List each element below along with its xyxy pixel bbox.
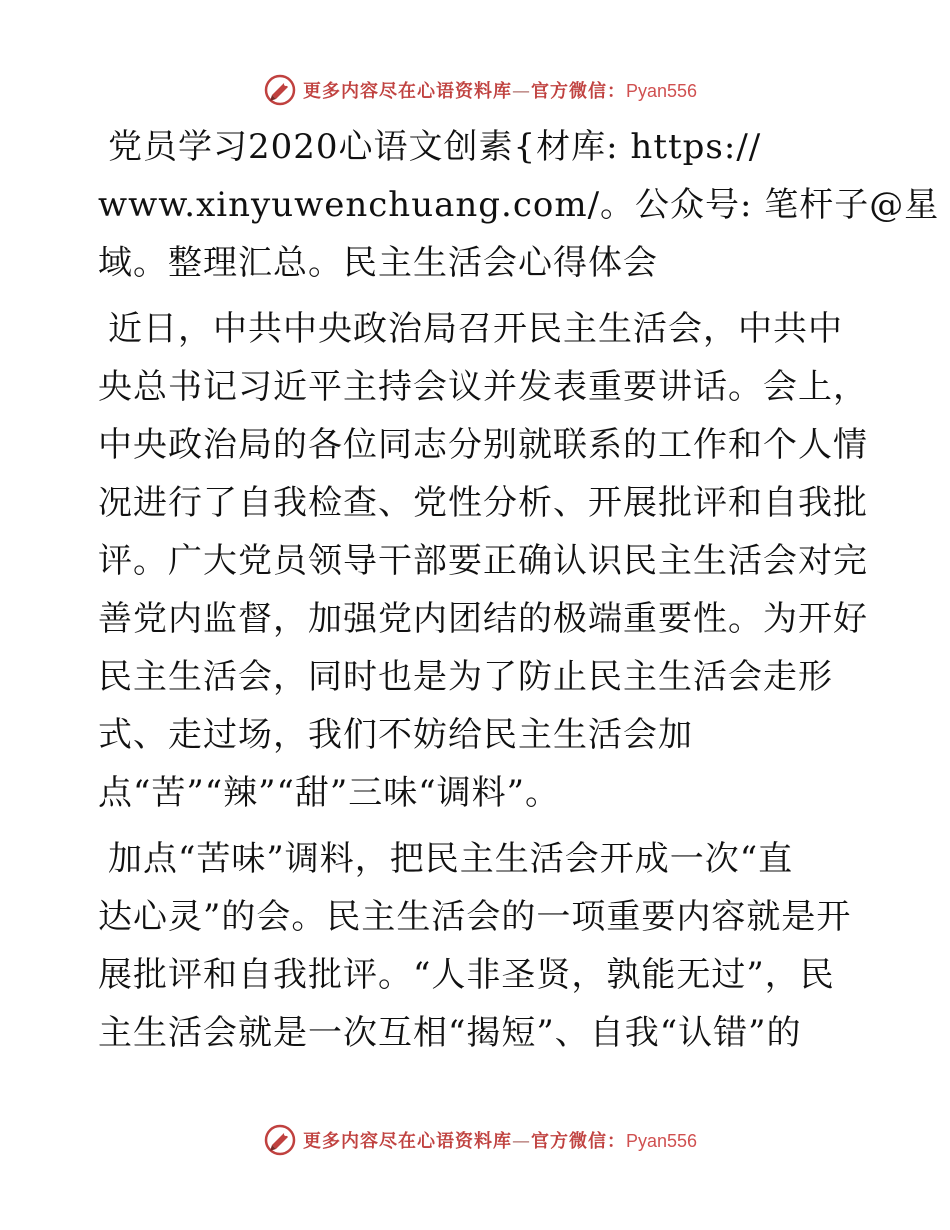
text-line: 达心灵”的会。民主生活会的一项重要内容就是开 xyxy=(98,897,852,937)
paragraph-body-2 xyxy=(98,830,858,1062)
text-line: www.xinyuwenchuang.com/。公众号: 笔杆子@星 xyxy=(98,185,940,225)
text-line: 展批评和自我批评。“人非圣贤，孰能无过”，民 xyxy=(98,955,835,995)
header-banner-wechat-label: 官方微信： xyxy=(530,81,626,102)
text-line: 式、走过场，我们不妨给民主生活会加 xyxy=(98,715,693,755)
text-line: 评。广大党员领导干部要正确认识民主生活会对完 xyxy=(98,541,868,581)
footer-banner-wechat-id: Pyan556 xyxy=(625,1131,698,1151)
footer-banner-dash: — xyxy=(511,1131,531,1152)
text-line: 善党内监督，加强党内团结的极端重要性。为开好 xyxy=(98,599,868,639)
text-line: 央总书记习近平主持会议并发表重要讲话。会上， xyxy=(98,367,868,407)
text-line: 民主生活会，同时也是为了防止民主生活会走形 xyxy=(98,657,833,697)
header-banner-content xyxy=(263,73,697,107)
footer-banner-content xyxy=(263,1123,697,1157)
header-banner xyxy=(0,70,950,110)
paragraph-intro xyxy=(98,118,940,292)
document-body xyxy=(98,118,940,1070)
text-line: 中央政治局的各位同志分别就联系的工作和个人情 xyxy=(98,425,868,465)
footer-banner-text xyxy=(303,1127,697,1153)
header-banner-main: 更多内容尽在心语资料库 xyxy=(302,81,512,102)
header-banner-dash: — xyxy=(511,81,531,102)
text-line: 主生活会就是一次互相“揭短”、自我“认错”的 xyxy=(98,1013,802,1053)
brand-logo-icon xyxy=(263,1123,297,1157)
text-line: 况进行了自我检查、党性分析、开展批评和自我批 xyxy=(98,483,868,523)
text-line: 点“苦”“辣”“甜”三味“调料”。 xyxy=(98,773,561,813)
header-banner-wechat-id: Pyan556 xyxy=(625,81,698,101)
paragraph-body-1 xyxy=(98,300,868,822)
header-banner-text xyxy=(303,77,697,103)
footer-banner-wechat-label: 官方微信： xyxy=(530,1131,626,1152)
text-line: 近日，中共中央政治局召开民主生活会，中共中 xyxy=(108,309,843,349)
text-line: 域。整理汇总。民主生活会心得体会 xyxy=(98,243,658,283)
footer-banner-main: 更多内容尽在心语资料库 xyxy=(302,1131,512,1152)
text-line: 加点“苦味”调料，把民主生活会开成一次“直 xyxy=(108,839,794,879)
brand-logo-icon xyxy=(263,73,297,107)
footer-banner xyxy=(0,1120,950,1160)
text-line: 党员学习2020心语文创素{材库: https:// xyxy=(108,127,762,167)
